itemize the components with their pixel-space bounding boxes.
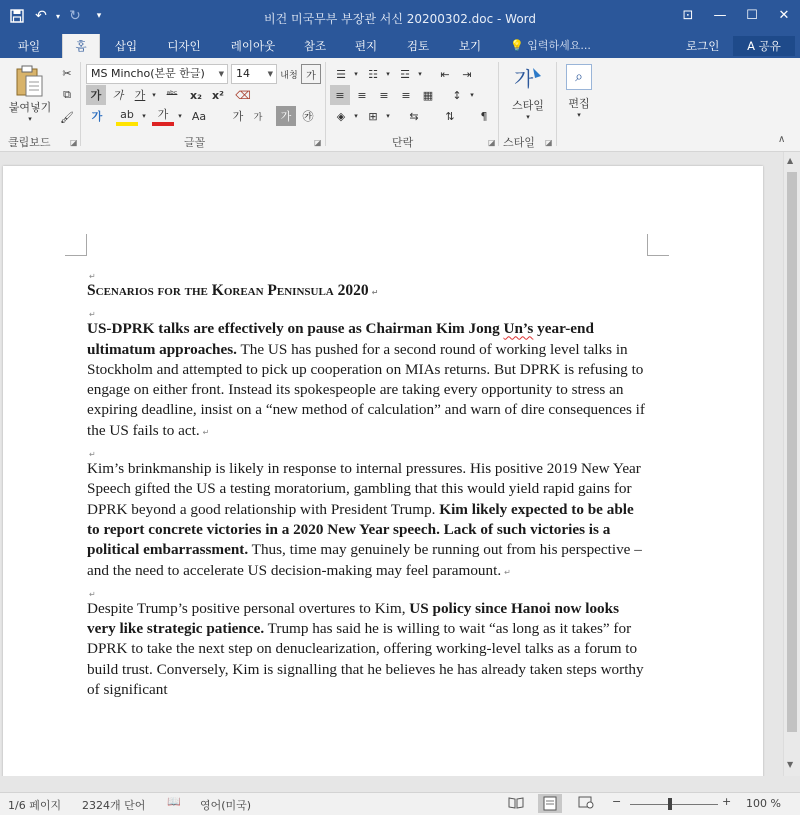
- para1-bold-text: US-DPRK talks are effectively on pause as Chairman Kim Jong: [87, 320, 504, 338]
- maximize-button[interactable]: ☐: [746, 7, 758, 23]
- read-mode-icon[interactable]: [508, 796, 524, 810]
- paragraph-group-label: 단락: [392, 136, 414, 149]
- justify-icon[interactable]: ≡: [401, 88, 411, 102]
- multilevel-dropdown-icon[interactable]: ▾: [418, 70, 422, 78]
- zoom-level[interactable]: 100 %: [746, 797, 781, 810]
- copy-icon[interactable]: ⧉: [63, 88, 71, 101]
- document-heading: [87, 281, 647, 303]
- distributed-icon[interactable]: ▦: [422, 88, 434, 102]
- status-bar: [0, 792, 800, 815]
- find-icon[interactable]: ⌕: [566, 64, 592, 90]
- paragraph-mark: ↵: [202, 427, 210, 437]
- para2-text: Kim’s brinkmanship is likely in response to internal pressures. His positive 2019 New Year Speech gifted the US a testing moratorium, gambling that this would yield rapid gains for DPRK beyond a good relationship with President Trump.: [87, 460, 641, 518]
- line-spacing-dropdown-icon[interactable]: ▾: [470, 91, 474, 99]
- group-divider: [80, 62, 81, 146]
- superscript-button[interactable]: x²: [212, 88, 224, 102]
- scroll-down-icon[interactable]: ▼: [787, 760, 794, 769]
- clipboard-group-label: 클립보드: [8, 136, 51, 149]
- chevron-down-icon: ▼: [218, 70, 224, 78]
- paragraph-1: [87, 319, 647, 443]
- paste-dropdown-icon[interactable]: ▾: [28, 115, 32, 123]
- paragraph-mark: ↵: [504, 567, 511, 577]
- styles-button[interactable]: 스타일: [512, 99, 544, 112]
- paragraph-3: [87, 599, 647, 700]
- window-controls: [672, 0, 800, 30]
- tab-layout[interactable]: 레이아웃: [230, 39, 276, 53]
- align-right-icon[interactable]: ≡: [379, 88, 389, 102]
- clear-all-formatting-icon[interactable]: ⌫: [235, 88, 251, 102]
- redo-icon[interactable]: ↻: [69, 8, 81, 24]
- align-left-icon[interactable]: ≡: [330, 85, 350, 105]
- collapse-ribbon-icon[interactable]: ∧: [778, 134, 786, 145]
- scrollbar-thumb[interactable]: [787, 172, 797, 732]
- para3-bold-text: US policy since Hanoi now looks very like strategic patience.: [87, 599, 620, 638]
- sort-icon[interactable]: ⇅: [445, 109, 455, 123]
- language-indicator[interactable]: 영어(미국): [200, 799, 252, 812]
- empty-paragraph: [87, 265, 647, 281]
- scroll-up-icon[interactable]: ▲: [787, 156, 794, 165]
- decrease-indent-icon[interactable]: ⇤: [440, 67, 450, 81]
- phonetic-guide-icon[interactable]: 가: [301, 64, 321, 84]
- chevron-down-icon: ▼: [267, 70, 273, 78]
- numbering-dropdown-icon[interactable]: ▾: [386, 70, 390, 78]
- character-shading-button[interactable]: 가: [276, 106, 296, 126]
- borders-dropdown-icon[interactable]: ▾: [386, 112, 390, 120]
- para1-bold-text-2: year-end ultimatum approaches.: [87, 320, 594, 358]
- sign-in-link[interactable]: 로그인: [686, 39, 720, 53]
- web-layout-icon[interactable]: [578, 796, 594, 810]
- share-button[interactable]: A 공유: [733, 36, 795, 56]
- paragraph-mark: ↵: [89, 589, 96, 599]
- customize-qat-icon[interactable]: ▾: [96, 11, 102, 21]
- show-formatting-marks-icon[interactable]: ¶: [480, 109, 488, 123]
- paragraph-2: [87, 459, 647, 583]
- tab-view[interactable]: 보기: [458, 39, 482, 53]
- editing-dropdown-icon[interactable]: ▾: [577, 111, 581, 119]
- editing-button[interactable]: 편집: [568, 97, 590, 110]
- tab-home[interactable]: 홈: [62, 34, 100, 58]
- multilevel-list-icon[interactable]: ☲: [400, 67, 410, 81]
- para1-text: The US has pushed for a second round of working level talks in Stockholm and attempted to pick up cooperation on MIAs returns. But DPRK is refusing to engage on either front. Instead its spokespeople are taking every opportunity to stress an expiring deadline, insist on a “new method of calculation” and warn of dire consequences if the US fails to act.: [87, 340, 645, 439]
- close-button[interactable]: ✕: [778, 7, 790, 23]
- styles-icon[interactable]: [511, 64, 545, 99]
- para3-text: Despite Trump’s positive personal overtures to Kim,: [87, 599, 410, 617]
- clipboard-launcher-icon[interactable]: ◪: [70, 138, 78, 147]
- cut-icon[interactable]: ✂: [62, 66, 72, 80]
- undo-dropdown-icon[interactable]: ▾: [55, 11, 60, 21]
- font-size-value: 14: [236, 67, 250, 80]
- zoom-slider-thumb[interactable]: [668, 798, 672, 810]
- font-color-dropdown-icon[interactable]: ▾: [178, 112, 182, 120]
- proofing-icon[interactable]: 📖: [167, 795, 181, 808]
- increase-indent-icon[interactable]: ⇥: [462, 67, 472, 81]
- grow-font-button[interactable]: 가: [232, 110, 244, 123]
- zoom-out-button[interactable]: −: [612, 795, 622, 808]
- tab-file[interactable]: 파일: [17, 39, 41, 53]
- para3-text-2: Trump has said he is willing to wait “as long as it takes” for DPRK to take the next step on denuclearization, offering working-level talks as a forum to build trust. Conversely, Kim is signalling that he believes he has already taken steps worthy of significant: [87, 620, 644, 699]
- word-count[interactable]: 2324개 단어: [82, 799, 146, 812]
- group-divider: [325, 62, 326, 146]
- group-divider: [556, 62, 557, 146]
- undo-icon[interactable]: ↶: [35, 8, 47, 24]
- styles-launcher-icon[interactable]: ◪: [545, 138, 553, 147]
- zoom-in-button[interactable]: +: [722, 795, 732, 808]
- document-page[interactable]: [3, 166, 763, 776]
- spelling-error-word[interactable]: Un’s: [503, 320, 534, 338]
- window-title: 비건 미국무부 부장관 서신 20200302.doc - Word: [263, 12, 537, 26]
- group-divider: [498, 62, 499, 146]
- page-count[interactable]: 1/6 페이지: [8, 799, 62, 812]
- tell-me-search[interactable]: 💡 입력하세요...: [510, 39, 591, 52]
- font-launcher-icon[interactable]: ◪: [314, 138, 322, 147]
- tab-references[interactable]: 참조: [303, 39, 327, 53]
- empty-paragraph: [87, 583, 647, 599]
- styles-dropdown-icon[interactable]: ▾: [526, 113, 530, 121]
- minimize-button[interactable]: —: [713, 7, 727, 23]
- shading-icon[interactable]: ◈: [336, 109, 346, 123]
- paste-button[interactable]: 붙여넣기: [8, 101, 52, 114]
- underline-dropdown-icon[interactable]: ▾: [152, 91, 156, 99]
- borders-icon[interactable]: ⊞: [368, 109, 378, 123]
- clear-formatting-icon[interactable]: 내청: [280, 70, 298, 81]
- tab-mailings[interactable]: 편지: [354, 39, 378, 53]
- ribbon-display-options-icon[interactable]: ⊡: [682, 7, 694, 23]
- shading-dropdown-icon[interactable]: ▾: [354, 112, 358, 120]
- bullets-icon[interactable]: ☰: [336, 67, 346, 81]
- strikethrough-button[interactable]: ᵃᵇᶜ: [166, 90, 178, 100]
- paragraph-mark: ↵: [371, 288, 379, 297]
- ribbon-home: [0, 58, 800, 152]
- title-bar: [0, 0, 800, 34]
- styles-group-label: 스타일: [503, 136, 535, 149]
- font-color-button[interactable]: 가: [152, 106, 174, 126]
- tab-review[interactable]: 검토: [406, 39, 430, 53]
- paste-icon[interactable]: [14, 64, 44, 101]
- bullets-dropdown-icon[interactable]: ▾: [354, 70, 358, 78]
- crop-mark: [65, 234, 87, 256]
- paragraph-mark: ↵: [89, 272, 96, 281]
- document-area: [0, 152, 783, 776]
- font-group-label: 글꼴: [184, 136, 206, 149]
- tab-insert[interactable]: 삽입: [114, 39, 138, 53]
- italic-button[interactable]: 가: [112, 89, 124, 102]
- tab-design[interactable]: 디자인: [167, 39, 201, 53]
- align-center-icon[interactable]: ≡: [357, 88, 367, 102]
- print-layout-icon[interactable]: [538, 794, 562, 813]
- paragraph-mark: ↵: [89, 310, 96, 320]
- format-painter-icon[interactable]: 🖌: [60, 110, 74, 124]
- para2-bold-text: Kim likely expected to be able to report concrete victories in a 2020 New Year speech. Lack of such victories is a political embarrassment.: [87, 500, 634, 559]
- empty-paragraph: [87, 443, 647, 459]
- font-name-combo[interactable]: [86, 64, 228, 84]
- shrink-font-button[interactable]: 가: [253, 112, 263, 123]
- change-case-button[interactable]: Aa: [191, 109, 207, 123]
- zoom-slider-track[interactable]: [630, 804, 718, 805]
- para2-text-2: Thus, time may genuinely be running out from his perspective – and the need to accelerate US decision-making may feel paramount.: [87, 541, 642, 579]
- paragraph-launcher-icon[interactable]: ◪: [488, 138, 496, 147]
- crop-mark: [647, 234, 669, 256]
- svg-text:가: 가: [514, 67, 534, 91]
- bold-button[interactable]: 가: [86, 85, 106, 105]
- vertical-scrollbar[interactable]: [783, 152, 800, 776]
- underline-button[interactable]: 가: [134, 89, 146, 102]
- font-name-value: MS Mincho(본문 한글): [91, 67, 205, 80]
- document-bottom-strip: [0, 776, 800, 792]
- line-spacing-icon[interactable]: ↕: [452, 88, 462, 102]
- heading-text: Scenarios for the Korean Peninsula 2020: [87, 282, 369, 299]
- subscript-button[interactable]: x₂: [190, 88, 202, 102]
- font-size-combo[interactable]: [231, 64, 277, 84]
- document-body[interactable]: [87, 265, 647, 700]
- numbering-icon[interactable]: ☷: [368, 67, 378, 81]
- text-effects-button[interactable]: 가: [91, 110, 103, 123]
- ribbon-tabs: [0, 34, 800, 58]
- empty-paragraph: [87, 303, 647, 319]
- highlight-button[interactable]: ab: [116, 106, 138, 126]
- asian-layout-icon[interactable]: ⇆: [409, 109, 419, 123]
- paragraph-mark: ↵: [89, 450, 96, 460]
- enclose-characters-button[interactable]: ㉮: [302, 110, 314, 123]
- highlight-dropdown-icon[interactable]: ▾: [142, 112, 146, 120]
